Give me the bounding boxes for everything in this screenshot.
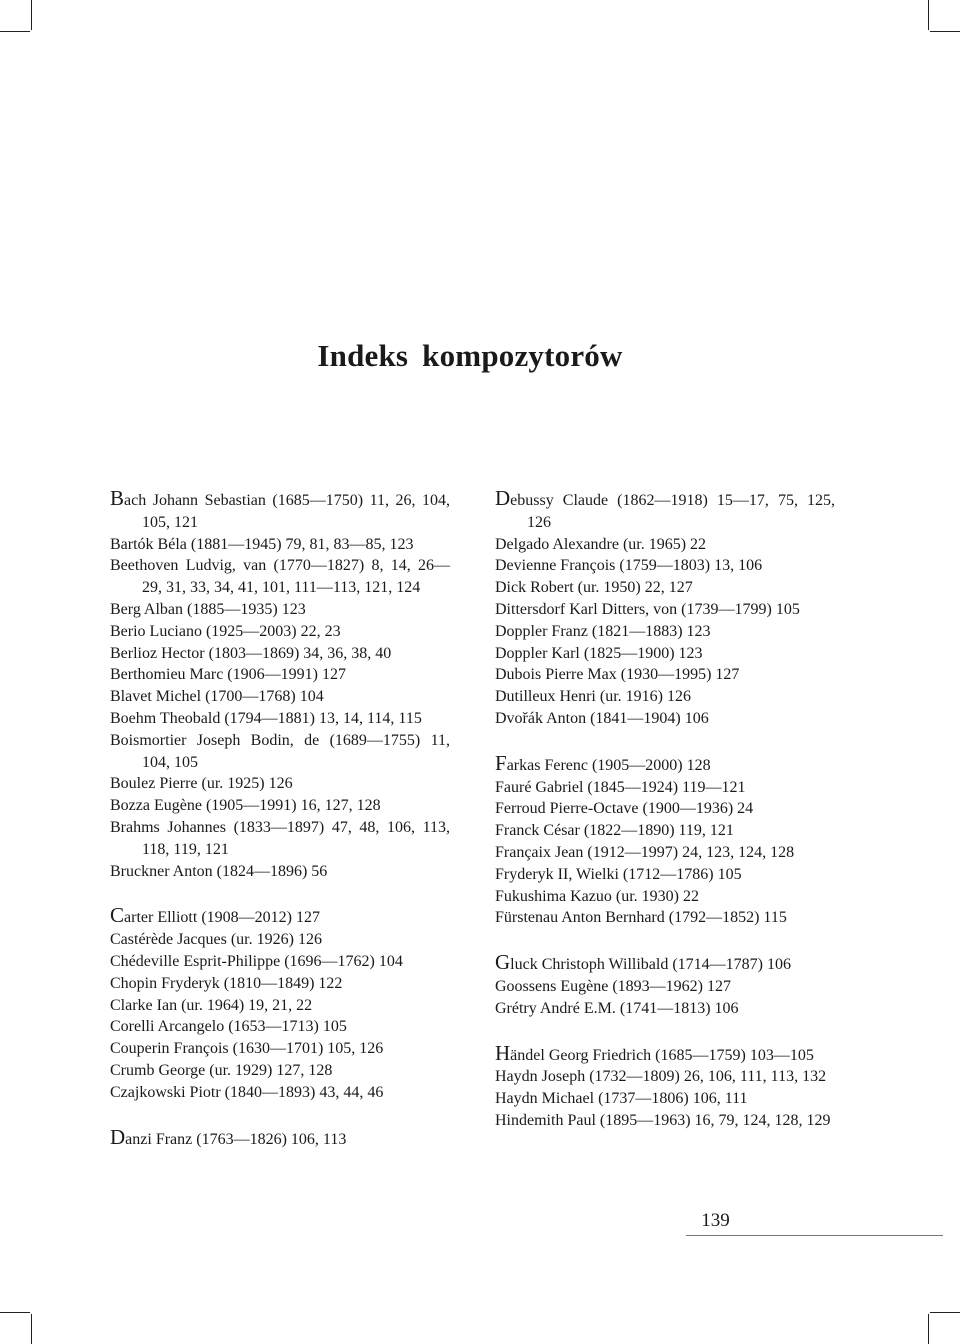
- index-entry: Bartók Béla (1881—1945) 79, 81, 83—85, 123: [110, 535, 414, 553]
- letter-group-c: [110, 905, 450, 1103]
- group-initial-letter: F: [495, 750, 507, 775]
- index-entry: Bozza Eugène (1905—1991) 16, 127, 128: [110, 797, 381, 815]
- index-entry: Hindemith Paul (1895—1963) 16, 79, 124, 128, 129: [495, 1111, 831, 1129]
- crop-mark-bottom-right: [928, 1314, 929, 1344]
- index-entry: Boulez Pierre (ur. 1925) 126: [110, 775, 293, 793]
- index-entry: Berio Luciano (1925—2003) 22, 23: [110, 622, 341, 640]
- index-entry: Goossens Eugène (1893—1962) 127: [495, 977, 731, 995]
- page-title: Indeks kompozytorów: [317, 338, 623, 373]
- index-entry: Brahms Johannes (1833—1897) 47, 48, 106, 113, 118, 119, 121: [110, 818, 450, 858]
- index-entry: Crumb George (ur. 1929) 127, 128: [110, 1061, 333, 1079]
- letter-group-f: [495, 750, 835, 929]
- group-initial-letter: H: [495, 1040, 511, 1065]
- index-entry: Fryderyk II, Wielki (1712—1786) 105: [495, 865, 742, 883]
- group-initial-letter: D: [495, 486, 511, 510]
- index-entry: Berthomieu Marc (1906—1991) 127: [110, 666, 346, 684]
- index-entry: Doppler Karl (1825—1900) 123: [495, 644, 703, 662]
- group-initial-letter: C: [110, 903, 125, 928]
- index-entry: Beethoven Ludvig, van (1770—1827) 8, 14, 26—29, 31, 33, 34, 41, 101, 111—113, 121, 124: [110, 557, 450, 597]
- index-entry: Gluck Christoph Willibald (1714—1787) 106: [495, 950, 791, 975]
- letter-group-d: [495, 488, 835, 730]
- index-entry: Bruckner Anton (1824—1896) 56: [110, 862, 328, 880]
- crop-mark-top-right: [928, 0, 929, 30]
- group-initial-letter: G: [495, 950, 511, 975]
- crop-mark-bottom-left-h: [0, 1312, 30, 1313]
- letter-group-h: [495, 1040, 835, 1132]
- index-entry: Dick Robert (ur. 1950) 22, 127: [495, 579, 693, 597]
- index-entry: Fukushima Kazuo (ur. 1930) 22: [495, 887, 699, 905]
- index-entry: Ferroud Pierre-Octave (1900—1936) 24: [495, 800, 754, 818]
- crop-mark-bottom-left: [31, 1314, 32, 1344]
- index-entry: Boismortier Joseph Bodin, de (1689—1755) 11, 104, 105: [110, 731, 450, 771]
- letter-group-d: [110, 1124, 450, 1151]
- group-initial-letter: B: [110, 486, 125, 510]
- index-entry: Berlioz Hector (1803—1869) 34, 36, 38, 40: [110, 644, 392, 662]
- index-column-right: [495, 488, 835, 1155]
- letter-group-b: [110, 488, 450, 882]
- index-entry: Clarke Ian (ur. 1964) 19, 21, 22: [110, 996, 313, 1014]
- index-entry: Françaix Jean (1912—1997) 24, 123, 124, 128: [495, 843, 795, 861]
- index-entry: Franck César (1822—1890) 119, 121: [495, 822, 734, 840]
- index-entry: Debussy Claude (1862—1918) 15—17, 75, 125, 126: [495, 486, 835, 531]
- index-entry: Fürstenau Anton Bernhard (1792—1852) 115: [495, 909, 787, 927]
- index-entry: Dutilleux Henri (ur. 1916) 126: [495, 688, 691, 706]
- index-entry: Dittersdorf Karl Ditters, von (1739—1799) 105: [495, 600, 800, 618]
- index-entry: Berg Alban (1885—1935) 123: [110, 600, 306, 618]
- index-entry: Carter Elliott (1908—2012) 127: [110, 903, 320, 928]
- index-entry: Delgado Alexandre (ur. 1965) 22: [495, 535, 707, 553]
- page-number-rule: [686, 1235, 943, 1236]
- index-entry: Corelli Arcangelo (1653—1713) 105: [110, 1018, 347, 1036]
- crop-mark-bottom-right-h: [930, 1312, 960, 1313]
- index-entry: Danzi Franz (1763—1826) 106, 113: [110, 1124, 347, 1149]
- index-entry: Fauré Gabriel (1845—1924) 119—121: [495, 778, 746, 796]
- index-entry: Haydn Michael (1737—1806) 106, 111: [495, 1090, 748, 1108]
- index-entry: Boehm Theobald (1794—1881) 13, 14, 114, 115: [110, 709, 422, 727]
- index-entry: Devienne François (1759—1803) 13, 106: [495, 557, 763, 575]
- index-entry: Bach Johann Sebastian (1685—1750) 11, 26, 104, 105, 121: [110, 486, 450, 531]
- index-entry: Haydn Joseph (1732—1809) 26, 106, 111, 113, 132: [495, 1068, 827, 1086]
- group-initial-letter: D: [110, 1124, 126, 1149]
- index-entry: Händel Georg Friedrich (1685—1759) 103—105: [495, 1040, 814, 1065]
- crop-mark-top-left: [31, 0, 32, 30]
- index-entry: Dvořák Anton (1841—1904) 106: [495, 709, 709, 727]
- page-number: 139: [701, 1210, 730, 1231]
- crop-mark-top-right-h: [930, 31, 960, 32]
- index-column-left: [110, 488, 450, 1173]
- index-entry: Couperin François (1630—1701) 105, 126: [110, 1040, 384, 1058]
- index-entry: Blavet Michel (1700—1768) 104: [110, 688, 324, 706]
- index-entry: Chopin Fryderyk (1810—1849) 122: [110, 974, 343, 992]
- letter-group-g: [495, 952, 835, 1019]
- index-entry: Doppler Franz (1821—1883) 123: [495, 622, 711, 640]
- index-entry: Farkas Ferenc (1905—2000) 128: [495, 750, 711, 775]
- crop-mark-top-left-h: [0, 31, 30, 32]
- index-entry: Czajkowski Piotr (1840—1893) 43, 44, 46: [110, 1083, 384, 1101]
- index-entry: Castérède Jacques (ur. 1926) 126: [110, 931, 322, 949]
- index-entry: Dubois Pierre Max (1930—1995) 127: [495, 666, 740, 684]
- index-entry: Chédeville Esprit-Philippe (1696—1762) 104: [110, 952, 403, 970]
- index-entry: Grétry André E.M. (1741—1813) 106: [495, 999, 739, 1017]
